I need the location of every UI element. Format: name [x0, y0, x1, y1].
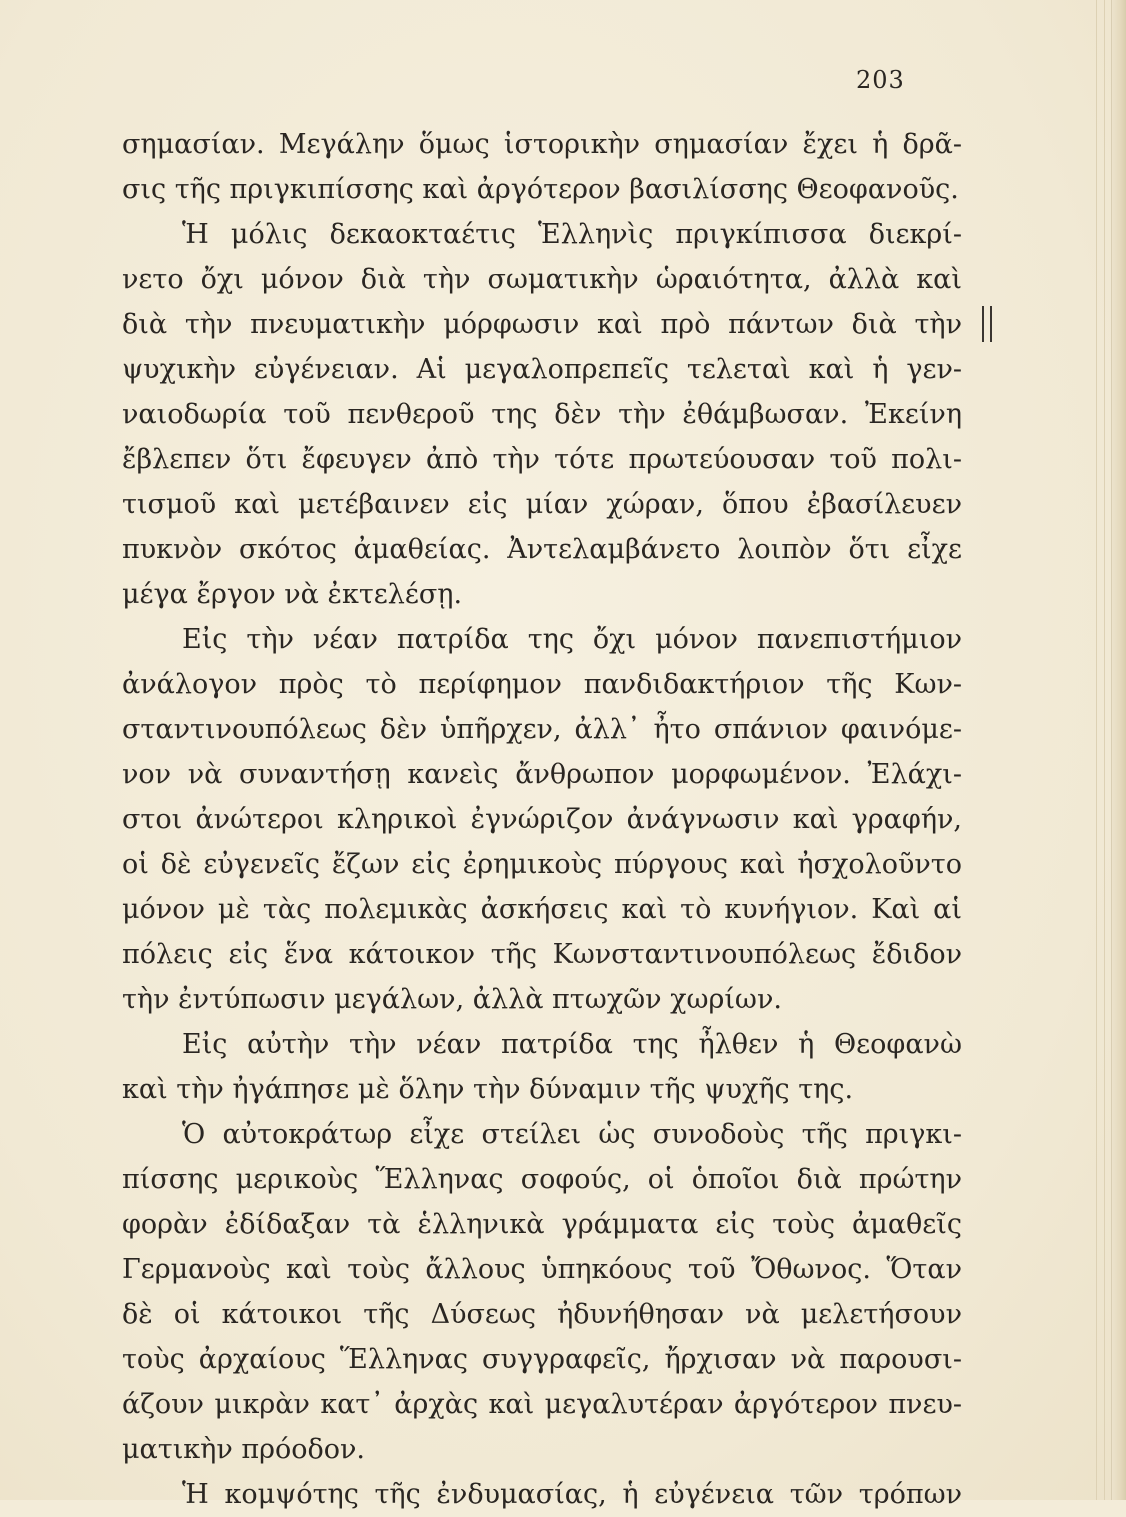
text-line: τισμοῦ καὶ μετέβαινεν εἰς μίαν χώραν, ὅπου ἐβασίλευεν — [122, 489, 962, 520]
page-edge — [1111, 0, 1126, 1500]
text-line: νον νὰ συναντήσῃ κανεὶς ἄνθρωπον μορφωμένον. Ἐλάχι- — [122, 759, 962, 790]
text-line: οἱ δὲ εὐγενεῖς ἔζων εἰς ἐρημικοὺς πύργους καὶ ἠσχολοῦντο — [122, 849, 962, 880]
text-line: σταντινουπόλεως δὲν ὑπῆρχεν, ἀλλ᾽ ἦτο σπάνιον φαινόμε- — [122, 714, 962, 745]
text-line: στοι ἀνώτεροι κληρικοὶ ἐγνώριζον ἀνάγνωσιν καὶ γραφήν, — [122, 804, 962, 835]
text-line: Εἰς αὐτὴν τὴν νέαν πατρίδα της ἦλθεν ἡ Θεοφανὼ — [182, 1029, 962, 1060]
text-line: Γερμανοὺς καὶ τοὺς ἄλλους ὑπηκόους τοῦ Ὄθωνος. Ὅταν — [122, 1254, 962, 1285]
text-line: πυκνὸν σκότος ἀμαθείας. Ἀντελαμβάνετο λοιπὸν ὅτι εἶχε — [122, 534, 962, 565]
page-edge-line — [1096, 0, 1097, 1500]
text-line: ἀνάλογον πρὸς τὸ περίφημον πανδιδακτήριον τῆς Κων- — [122, 669, 962, 700]
body-text — [122, 122, 962, 1517]
text-line: Ἡ κομψότης τῆς ἐνδυμασίας, ἡ εὐγένεια τῶν τρόπων — [182, 1479, 962, 1510]
text-line: καὶ τὴν ἠγάπησε μὲ ὅλην τὴν δύναμιν τῆς ψυχῆς της. — [122, 1074, 854, 1105]
text-line: Εἰς τὴν νέαν πατρίδα της ὄχι μόνον πανεπιστήμιον — [182, 624, 962, 655]
text-line: σις τῆς πριγκιπίσσης καὶ ἀργότερον βασιλίσσης Θεοφανοῦς. — [122, 174, 959, 205]
page-edge-line — [1104, 0, 1105, 1500]
margin-mark — [982, 306, 992, 342]
text-line: πόλεις εἰς ἕνα κάτοικον τῆς Κωνσταντινουπόλεως ἔδιδον — [122, 939, 962, 970]
page-number: 203 — [856, 66, 905, 94]
text-line: τοὺς ἀρχαίους Ἕλληνας συγγραφεῖς, ἤρχισαν νὰ παρουσι- — [122, 1344, 962, 1375]
text-line: πίσσης μερικοὺς Ἕλληνας σοφούς, οἱ ὁποῖοι διὰ πρώτην — [122, 1164, 962, 1195]
text-line: ψυχικὴν εὐγένειαν. Αἱ μεγαλοπρεπεῖς τελεταὶ καὶ ἡ γεν- — [122, 354, 962, 385]
text-line: ναιοδωρία τοῦ πενθεροῦ της δὲν τὴν ἐθάμβωσαν. Ἐκείνη — [122, 399, 962, 430]
text-line: νετο ὄχι μόνον διὰ τὴν σωματικὴν ὡραιότητα, ἀλλὰ καὶ — [122, 264, 962, 295]
text-line: ἔβλεπεν ὅτι ἔφευγεν ἀπὸ τὴν τότε πρωτεύουσαν τοῦ πολι- — [122, 444, 962, 475]
text-line: μέγα ἔργον νὰ ἐκτελέσῃ. — [122, 579, 463, 610]
text-line: Ὁ αὐτοκράτωρ εἶχε στείλει ὡς συνοδοὺς τῆς πριγκι- — [182, 1119, 962, 1150]
text-line: φορὰν ἐδίδαξαν τὰ ἑλληνικὰ γράμματα εἰς τοὺς ἀμαθεῖς — [122, 1209, 962, 1240]
text-line: ματικὴν πρόοδον. — [122, 1434, 365, 1465]
text-line: μόνον μὲ τὰς πολεμικὰς ἀσκήσεις καὶ τὸ κυνήγιον. Καὶ αἱ — [122, 894, 962, 925]
text-line: τὴν ἐντύπωσιν μεγάλων, ἀλλὰ πτωχῶν χωρίων. — [122, 984, 782, 1015]
text-line: άζουν μικρὰν κατ᾽ ἀρχὰς καὶ μεγαλυτέραν ἀργότερον πνευ- — [122, 1389, 962, 1420]
text-line: Ἡ μόλις δεκαοκταέτις Ἑλληνὶς πριγκίπισσα διεκρί- — [182, 219, 962, 250]
text-line: διὰ τὴν πνευματικὴν μόρφωσιν καὶ πρὸ πάντων διὰ τὴν — [122, 309, 962, 340]
text-line: σημασίαν. Μεγάλην ὅμως ἱστορικὴν σημασίαν ἔχει ἡ δρᾶ- — [122, 129, 962, 160]
text-line: δὲ οἱ κάτοικοι τῆς Δύσεως ἠδυνήθησαν νὰ μελετήσουν — [122, 1299, 962, 1330]
